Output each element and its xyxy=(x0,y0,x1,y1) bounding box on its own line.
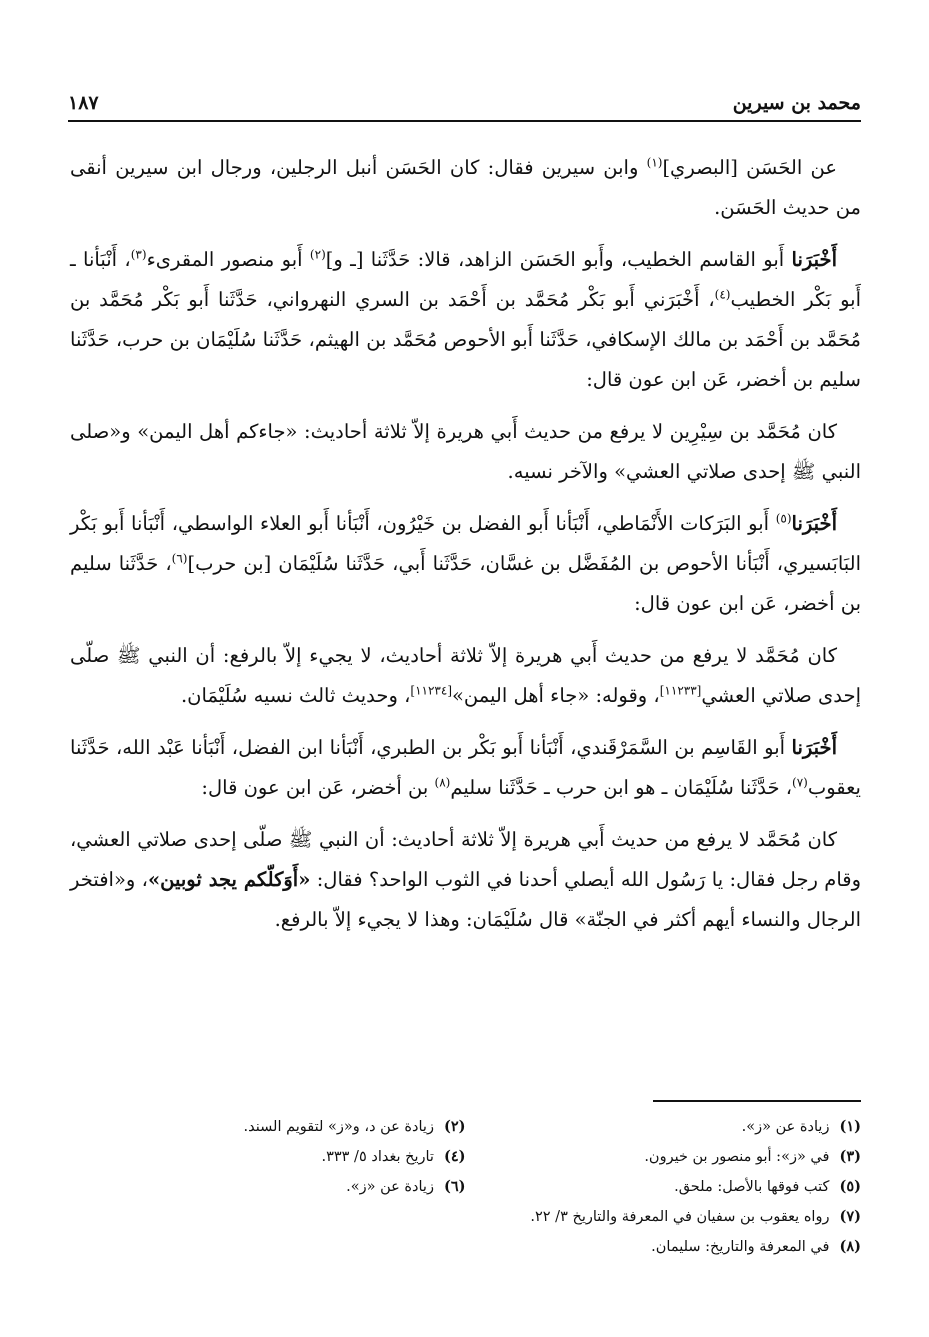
footnote-ref: (٣) xyxy=(130,247,147,262)
main-text xyxy=(70,148,861,952)
header-rule xyxy=(68,120,861,122)
text-run: كان مُحَمَّد لا يرفع من حديث أَبي هريرة إلاّ ثلاثة أحاديث: أن النبي ﷺ صلّى إحدى صلاتي العشي، وقام رجل فقال: يا رَسُول الله أيصلي أحدنا في الثوب الواحد؟ فقال: xyxy=(70,828,861,891)
footnote-ref: (٢) xyxy=(309,247,326,262)
text-run: عن الحَسَن [البصري] xyxy=(662,156,837,179)
akhbarana-lead: أَخْبَرَنا xyxy=(791,248,837,271)
text-run: ، أَنْبَأنا ـ أَبو بَكْر الخطيب xyxy=(70,248,861,311)
text-run: أَبو القَاسِم بن السَّمَرْقَندي، أَنْبَأنا أَبو بَكْر بن الطبري، أَنْبَأنا ابن الفضل، أَنْبَأنا عَبْد الله، حَدَّثَنا يعقوب xyxy=(70,736,861,799)
text-run: ، أَخْبَرَني أَبو بَكْر مُحَمَّد بن أَحْمَد بن السري النهرواني، حَدَّثَنا أَبو بَكْر مُحَمَّد بن مُحَمَّد بن أَحْمَد بن مالك الإسكافي، حَدَّثَنا أَبو الأحوص مُحَمَّد بن الهيثم، حَدَّثَنا سُلَيْمَان بن حرب، حَدَّثَنا سليم بن أخضر، عَن ابن عون قال: xyxy=(70,288,861,391)
text-run: ، حَدَّثَنا سليم بن أخضر، عَن ابن عون قال: xyxy=(70,552,861,615)
text-run: أَبو منصور المقرىء xyxy=(146,248,310,271)
text-run: أَبو القاسم الخطيب، وأَبو الحَسَن الزاهد، قالا: حَدَّثَنا [ـ و] xyxy=(325,248,792,271)
paragraph-6 xyxy=(70,728,861,808)
akhbarana-lead: أَخْبَرَنا xyxy=(791,736,837,759)
paragraph-2 xyxy=(70,240,861,400)
akhbarana-lead: أَخْبَرَنا xyxy=(791,512,837,535)
footnote-row xyxy=(70,1232,861,1262)
footnote-2: (٢)زيادة عن د، و«ز» لتقويم السند. xyxy=(243,1118,466,1135)
text-run: بن أخضر، عَن ابن عون قال: xyxy=(201,776,435,799)
paragraph-5 xyxy=(70,636,861,716)
text-run: ، و«افتخر الرجال والنساء أيهم أكثر في الجنّة» قال سُلَيْمَان: وهذا لا يجيء إلاّ بالرفع. xyxy=(70,868,861,931)
page-number: ١٨٧ xyxy=(68,92,99,114)
text-run: ، وقوله: «جاء أهل اليمن» xyxy=(452,684,660,707)
bold-quote: «أَوَكلّكم يجد ثوبين» xyxy=(147,868,311,891)
page-header xyxy=(68,78,861,114)
footnote-4: (٤)تاريخ بغداد ٥/ ٣٣٣. xyxy=(321,1148,466,1165)
running-title: محمد بن سيرين xyxy=(732,92,861,114)
footnote-row xyxy=(70,1172,861,1202)
footnote-ref: (٨) xyxy=(434,775,451,790)
text-run: وابن سيرين فقال: كان الحَسَن أنبل الرجلين، ورجال ابن سيرين أنقى من حديث الحَسَن. xyxy=(70,156,861,219)
footnote-6: (٦)زيادة عن «ز». xyxy=(346,1178,466,1195)
footnote-ref: (٧) xyxy=(792,775,808,790)
footnote-8: (٨)في المعرفة والتاريخ: سليمان. xyxy=(651,1238,861,1255)
footnote-row xyxy=(70,1112,861,1142)
footnote-row xyxy=(70,1202,861,1232)
paragraph-7 xyxy=(70,820,861,940)
text-run: كان مُحَمَّد لا يرفع من حديث أَبي هريرة إلاّ ثلاثة أحاديث، لا يجيء إلاّ بالرفع: أن النبي ﷺ صلّى إحدى صلاتي العشي xyxy=(70,644,861,707)
footnote-ref: (٦) xyxy=(171,551,188,566)
footnote-ref: (٤) xyxy=(714,287,731,302)
text-run: ، حَدَّثَنا سُلَيْمَان ـ هو ابن حرب ـ حَدَّثَنا سليم xyxy=(450,776,793,799)
paragraph-1 xyxy=(70,148,861,228)
paragraph-4 xyxy=(70,504,861,624)
footnote-1: (١)زيادة عن «ز». xyxy=(741,1118,861,1135)
footnote-ref: (١) xyxy=(646,155,663,170)
footnote-row xyxy=(70,1142,861,1172)
paragraph-3 xyxy=(70,412,861,492)
text-run: أَبو البَرَكات الأَنْمَاطي، أَنْبَأنا أَبو الفضل بن خَيْرُون، أَنْبَأنا أَبو العلاء الواسطي، أَنْبَأنا أَبو بَكْر البَابَسيري، أَنْبَأنا الأحوص بن المُفَضَّل بن غسَّان، حَدَّثَنا أَبي، حَدَّثَنا سُلَيْمَان [بن حرب] xyxy=(70,512,862,575)
footnote-rule xyxy=(653,1100,861,1102)
text-run: ، وحديث ثالث نسيه سُلَيْمَان. xyxy=(180,684,411,707)
footnote-ref: (٥) xyxy=(775,511,792,526)
footnote-3: (٣)في «ز»: أبو منصور بن خيرون. xyxy=(644,1148,861,1165)
hadith-number: [١١٢٣٣] xyxy=(659,683,702,698)
footnote-5: (٥)كتب فوقها بالأصل: ملحق. xyxy=(674,1178,861,1195)
footnote-7: (٧)رواه يعقوب بن سفيان في المعرفة والتاريخ ٣/ ٢٢. xyxy=(530,1208,861,1225)
hadith-number: [١١٢٣٤] xyxy=(410,683,452,698)
footnotes xyxy=(70,1112,861,1262)
text-run: كان مُحَمَّد بن سِيْرِين لا يرفع من حديث أَبي هريرة إلاّ ثلاثة أحاديث: «جاءكم أهل اليمن» و«صلى النبي ﷺ إحدى صلاتي العشي» والآخر نسيه. xyxy=(70,420,861,483)
